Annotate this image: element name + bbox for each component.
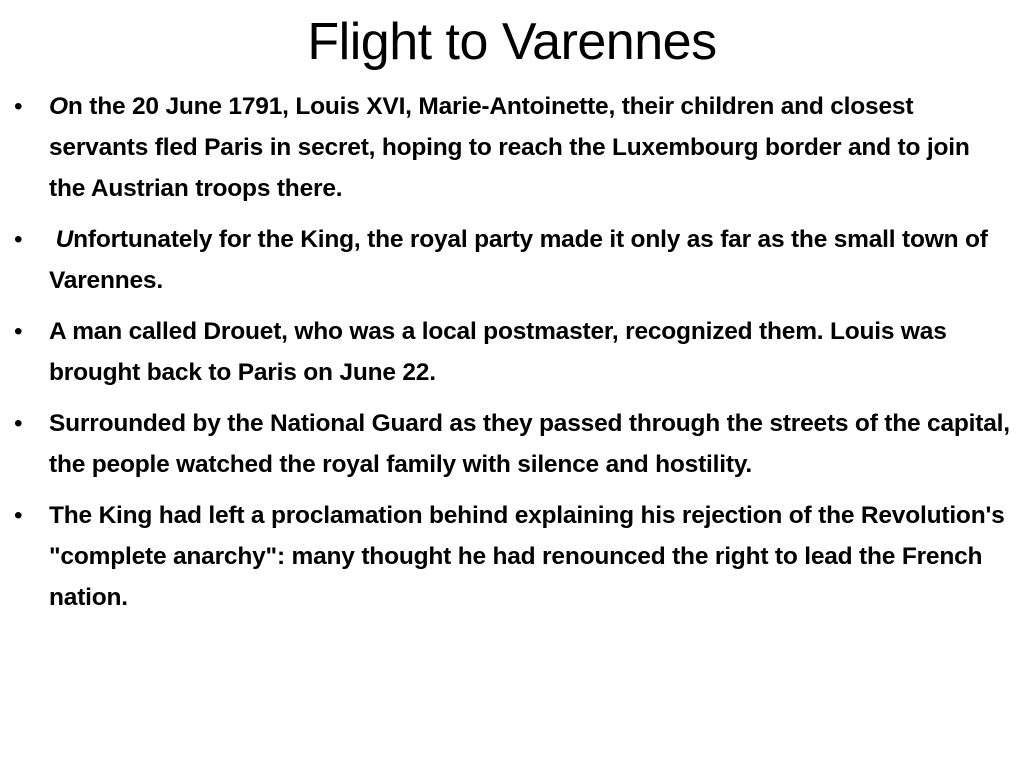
bullet-body: n the 20 June 1791, Louis XVI, Marie-Antoinette, their children and closest servants fled Paris in secret, hoping to reach the Luxembourg border and to join the Austrian troops there. bbox=[49, 93, 970, 202]
bullet-lead-letter: U bbox=[49, 226, 74, 253]
slide-title: Flight to Varennes bbox=[307, 13, 717, 71]
bullet-item-3 bbox=[14, 311, 1012, 393]
bullet-item-1 bbox=[14, 86, 1012, 209]
bullet-lead-letter: O bbox=[49, 93, 68, 120]
bullet-body: Surrounded by the National Guard as they passed through the streets of the capital, the people watched the royal family with silence and hostility. bbox=[49, 410, 1010, 478]
bullet-icon: • bbox=[14, 93, 23, 120]
bullet-list bbox=[14, 86, 1012, 628]
bullet-body: The King had left a proclamation behind explaining his rejection of the Revolution's "complete anarchy": many thought he had renounced the right to lead the French nation. bbox=[49, 502, 1005, 611]
bullet-item-2 bbox=[14, 219, 1012, 301]
bullet-text bbox=[49, 226, 988, 294]
bullet-text bbox=[49, 93, 970, 202]
bullet-text bbox=[49, 502, 1005, 611]
bullet-body: A man called Drouet, who was a local postmaster, recognized them. Louis was brought back to Paris on June 22. bbox=[49, 318, 947, 386]
bullet-item-5 bbox=[14, 495, 1012, 618]
bullet-icon: • bbox=[14, 410, 23, 437]
bullet-text bbox=[49, 410, 1010, 478]
bullet-icon: • bbox=[14, 318, 23, 345]
bullet-body: nfortunately for the King, the royal party made it only as far as the small town of Varennes. bbox=[49, 226, 988, 294]
bullet-icon: • bbox=[14, 226, 23, 253]
bullet-item-4 bbox=[14, 403, 1012, 485]
bullet-text bbox=[49, 318, 947, 386]
bullet-icon: • bbox=[14, 502, 23, 529]
